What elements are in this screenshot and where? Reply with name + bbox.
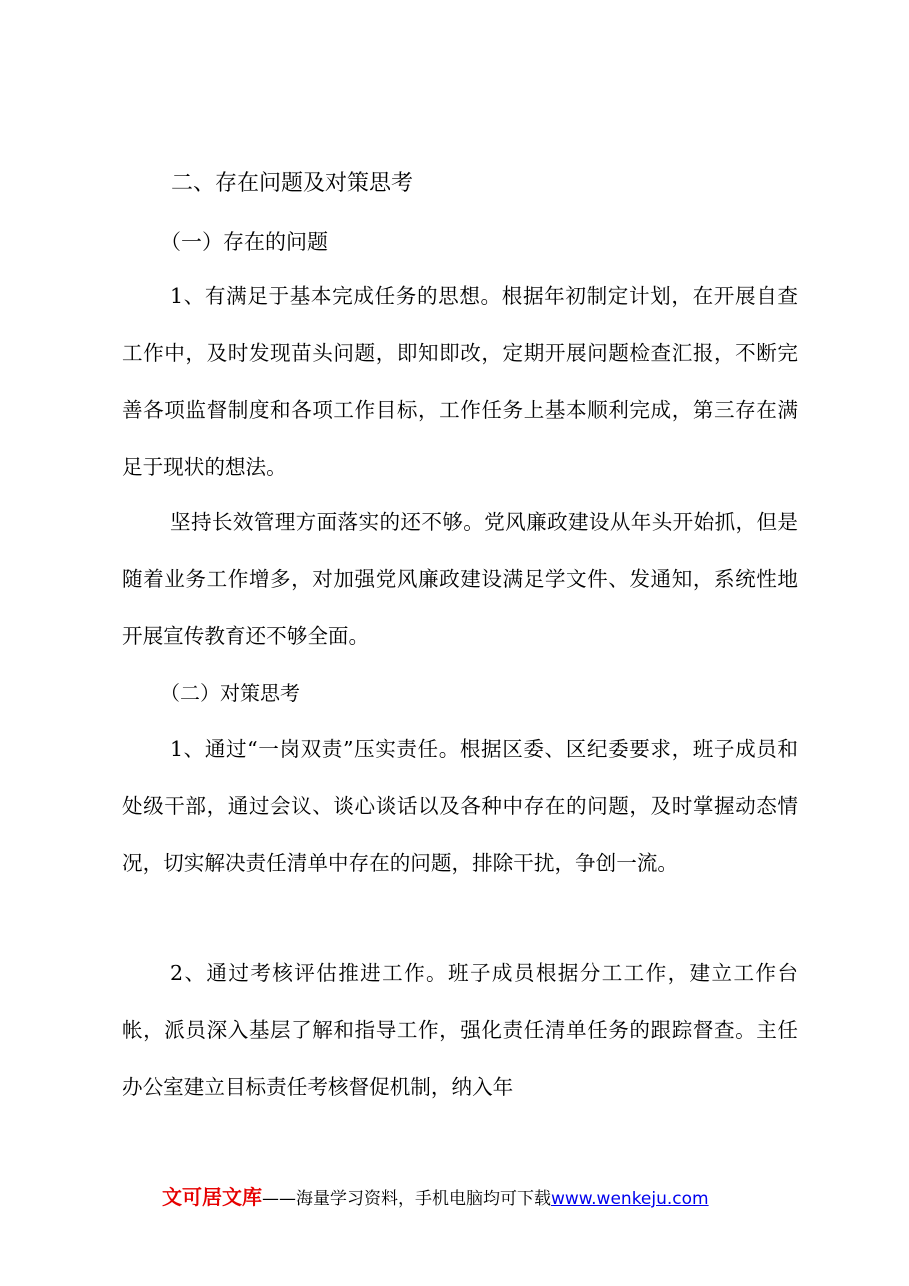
subsection-heading-measures: （二）对策思考 xyxy=(160,681,300,705)
section-heading: 二、存在问题及对策思考 xyxy=(171,171,414,196)
paragraph-2: 坚持长效管理方面落实的还不够。党风廉政建设从年头开始抓，但是随着业务工作增多，对加强党风廉政建设满足学文件、发通知，系统性地开展宣传教育还不够全面。 xyxy=(122,510,798,648)
footer-brand: 文可居文库 xyxy=(162,1185,262,1209)
paragraph-1: 1、有满足于基本完成任务的思想。根据年初制定计划，在开展自查工作中，及时发现苗头问题，即知即改，定期开展问题检查汇报，不断完善各项监督制度和各项工作目标，工作任务上基本顺利完成，第三存在满足于现状的想法。 xyxy=(122,284,798,479)
paragraph-4: 2、通过考核评估推进工作。班子成员根据分工工作，建立工作台帐，派员深入基层了解和指导工作，强化责任清单任务的跟踪督查。主任办公室建立目标责任考核督促机制，纳入年 xyxy=(122,961,798,1099)
subsection-heading-problems: （一）存在的问题 xyxy=(160,230,328,254)
paragraph-3: 1、通过“一岗双责”压实责任。根据区委、区纪委要求，班子成员和处级干部，通过会议、谈心谈话以及各种中存在的问题，及时掌握动态情况，切实解决责任清单中存在的问题，排除干扰，争创一流。 xyxy=(122,737,798,875)
footer-slogan: ——海量学习资料，手机电脑均可下载 xyxy=(262,1189,551,1209)
footer-link[interactable]: www.wenkeju.com xyxy=(551,1189,709,1209)
footer-banner xyxy=(162,1183,709,1213)
